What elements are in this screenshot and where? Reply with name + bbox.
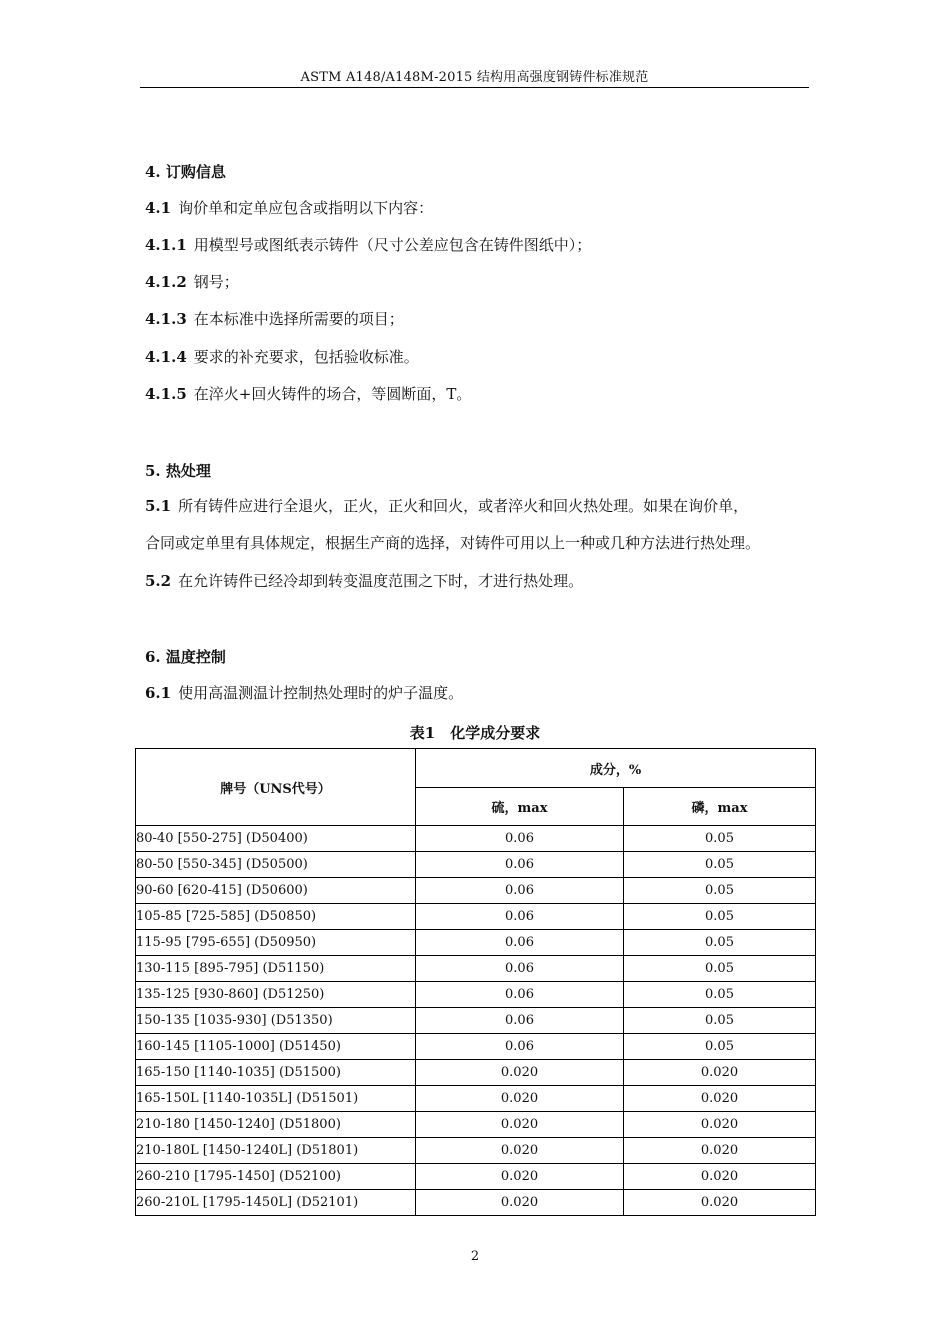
- table-body: [136, 826, 816, 1216]
- grade-cell: 160-145 [1105-1000] (D51450): [136, 1034, 416, 1060]
- grade-cell: 130-115 [895-795] (D51150): [136, 956, 416, 982]
- table-row: [136, 1112, 816, 1138]
- clause-number: 4.1.5: [145, 385, 187, 403]
- running-header: ASTM A148/A148M-2015 结构用高强度钢铸件标准规范: [300, 70, 649, 85]
- sulfur-cell: 0.06: [416, 878, 624, 904]
- phosphorus-cell: 0.020: [624, 1112, 816, 1138]
- header-sulfur: 硫，max: [416, 788, 624, 826]
- clause-number: 6.1: [145, 684, 172, 702]
- table-row: [136, 852, 816, 878]
- header-phosphorus: 磷，max: [624, 788, 816, 826]
- clause-5-1-continuation: 合同或定单里有具体规定，根据生产商的选择，对铸件可用以上一种或几种方法进行热处理。: [145, 534, 761, 552]
- sulfur-cell: 0.06: [416, 826, 624, 852]
- table-row: [136, 982, 816, 1008]
- clause-text: 所有铸件应进行全退火，正火，正火和回火，或者淬火和回火热处理。如果在询价单，: [178, 497, 749, 515]
- grade-cell: 105-85 [725-585] (D50850): [136, 904, 416, 930]
- clause-4-1-3: [145, 310, 404, 329]
- grade-cell: 260-210L [1795-1450L] (D52101): [136, 1190, 416, 1216]
- grade-cell: 210-180L [1450-1240L] (D51801): [136, 1138, 416, 1164]
- header-rule: [140, 87, 809, 88]
- clause-text: 在本标准中选择所需要的项目；: [193, 310, 404, 328]
- phosphorus-cell: 0.020: [624, 1060, 816, 1086]
- section-title-ordering: 4. 订购信息: [145, 163, 226, 181]
- phosphorus-cell: 0.05: [624, 852, 816, 878]
- clause-4-1-4: [145, 348, 419, 367]
- clause-text: 用模型号或图纸表示铸件（尺寸公差应包含在铸件图纸中）；: [193, 236, 592, 254]
- clause-number: 5.2: [145, 572, 172, 590]
- grade-cell: 165-150L [1140-1035L] (D51501): [136, 1086, 416, 1112]
- clause-4-1-2: [145, 273, 239, 292]
- section-title-heat-treatment: 5. 热处理: [145, 462, 211, 480]
- sulfur-cell: 0.06: [416, 1034, 624, 1060]
- clause-4-1-5: [145, 385, 471, 404]
- table-row: [136, 956, 816, 982]
- phosphorus-cell: 0.05: [624, 930, 816, 956]
- table-row: [136, 1138, 816, 1164]
- sulfur-cell: 0.020: [416, 1086, 624, 1112]
- phosphorus-cell: 0.05: [624, 956, 816, 982]
- table-row: [136, 930, 816, 956]
- sulfur-cell: 0.06: [416, 904, 624, 930]
- chemical-composition-table: [135, 748, 816, 1216]
- grade-cell: 80-50 [550-345] (D50500): [136, 852, 416, 878]
- phosphorus-cell: 0.05: [624, 1034, 816, 1060]
- table-caption: 表1 化学成分要求: [409, 724, 541, 742]
- clause-text: 在淬火+回火铸件的场合，等圆断面，T。: [193, 385, 472, 403]
- clause-text: 使用高温测温计控制热处理时的炉子温度。: [178, 684, 464, 702]
- section-title-temperature-control: 6. 温度控制: [145, 648, 226, 666]
- table-row: [136, 1008, 816, 1034]
- clause-text: 钢号；: [193, 273, 239, 291]
- table-row: [136, 1086, 816, 1112]
- grade-cell: 150-135 [1035-930] (D51350): [136, 1008, 416, 1034]
- phosphorus-cell: 0.05: [624, 826, 816, 852]
- phosphorus-cell: 0.05: [624, 904, 816, 930]
- sulfur-cell: 0.06: [416, 1008, 624, 1034]
- clause-number: 4.1.2: [145, 273, 187, 291]
- table-row: [136, 1060, 816, 1086]
- sulfur-cell: 0.06: [416, 852, 624, 878]
- phosphorus-cell: 0.020: [624, 1164, 816, 1190]
- grade-cell: 210-180 [1450-1240] (D51800): [136, 1112, 416, 1138]
- phosphorus-cell: 0.05: [624, 1008, 816, 1034]
- phosphorus-cell: 0.020: [624, 1138, 816, 1164]
- grade-cell: 90-60 [620-415] (D50600): [136, 878, 416, 904]
- table-row: [136, 1034, 816, 1060]
- clause-number: 5.1: [145, 497, 172, 515]
- clause-text: 在允许铸件已经冷却到转变温度范围之下时，才进行热处理。: [178, 572, 584, 590]
- clause-4-1-1: [145, 236, 591, 255]
- clause-text: 要求的补充要求，包括验收标准。: [193, 348, 419, 366]
- grade-cell: 135-125 [930-860] (D51250): [136, 982, 416, 1008]
- sulfur-cell: 0.020: [416, 1190, 624, 1216]
- clause-5-1: [145, 497, 748, 516]
- sulfur-cell: 0.020: [416, 1060, 624, 1086]
- sulfur-cell: 0.06: [416, 982, 624, 1008]
- page-number: 2: [470, 1249, 480, 1264]
- clause-number: 4.1: [145, 199, 172, 217]
- grade-cell: 260-210 [1795-1450] (D52100): [136, 1164, 416, 1190]
- sulfur-cell: 0.06: [416, 930, 624, 956]
- grade-cell: 115-95 [795-655] (D50950): [136, 930, 416, 956]
- sulfur-cell: 0.020: [416, 1112, 624, 1138]
- table-row: [136, 878, 816, 904]
- sulfur-cell: 0.06: [416, 956, 624, 982]
- table-row: [136, 1190, 816, 1216]
- clause-text: 询价单和定单应包含或指明以下内容：: [178, 199, 434, 217]
- header-grade: 牌号（UNS代号）: [136, 749, 416, 826]
- table-row: [136, 1164, 816, 1190]
- clause-6-1: [145, 684, 463, 703]
- clause-number: 4.1.4: [145, 348, 187, 366]
- sulfur-cell: 0.020: [416, 1138, 624, 1164]
- grade-cell: 80-40 [550-275] (D50400): [136, 826, 416, 852]
- clause-4-1: [145, 199, 433, 218]
- header-composition: 成分，%: [416, 749, 816, 788]
- phosphorus-cell: 0.020: [624, 1190, 816, 1216]
- table-row: [136, 904, 816, 930]
- grade-cell: 165-150 [1140-1035] (D51500): [136, 1060, 416, 1086]
- phosphorus-cell: 0.05: [624, 878, 816, 904]
- table-row: [136, 826, 816, 852]
- clause-number: 4.1.1: [145, 236, 187, 254]
- phosphorus-cell: 0.05: [624, 982, 816, 1008]
- sulfur-cell: 0.020: [416, 1164, 624, 1190]
- phosphorus-cell: 0.020: [624, 1086, 816, 1112]
- clause-number: 4.1.3: [145, 310, 187, 328]
- clause-5-2: [145, 572, 583, 591]
